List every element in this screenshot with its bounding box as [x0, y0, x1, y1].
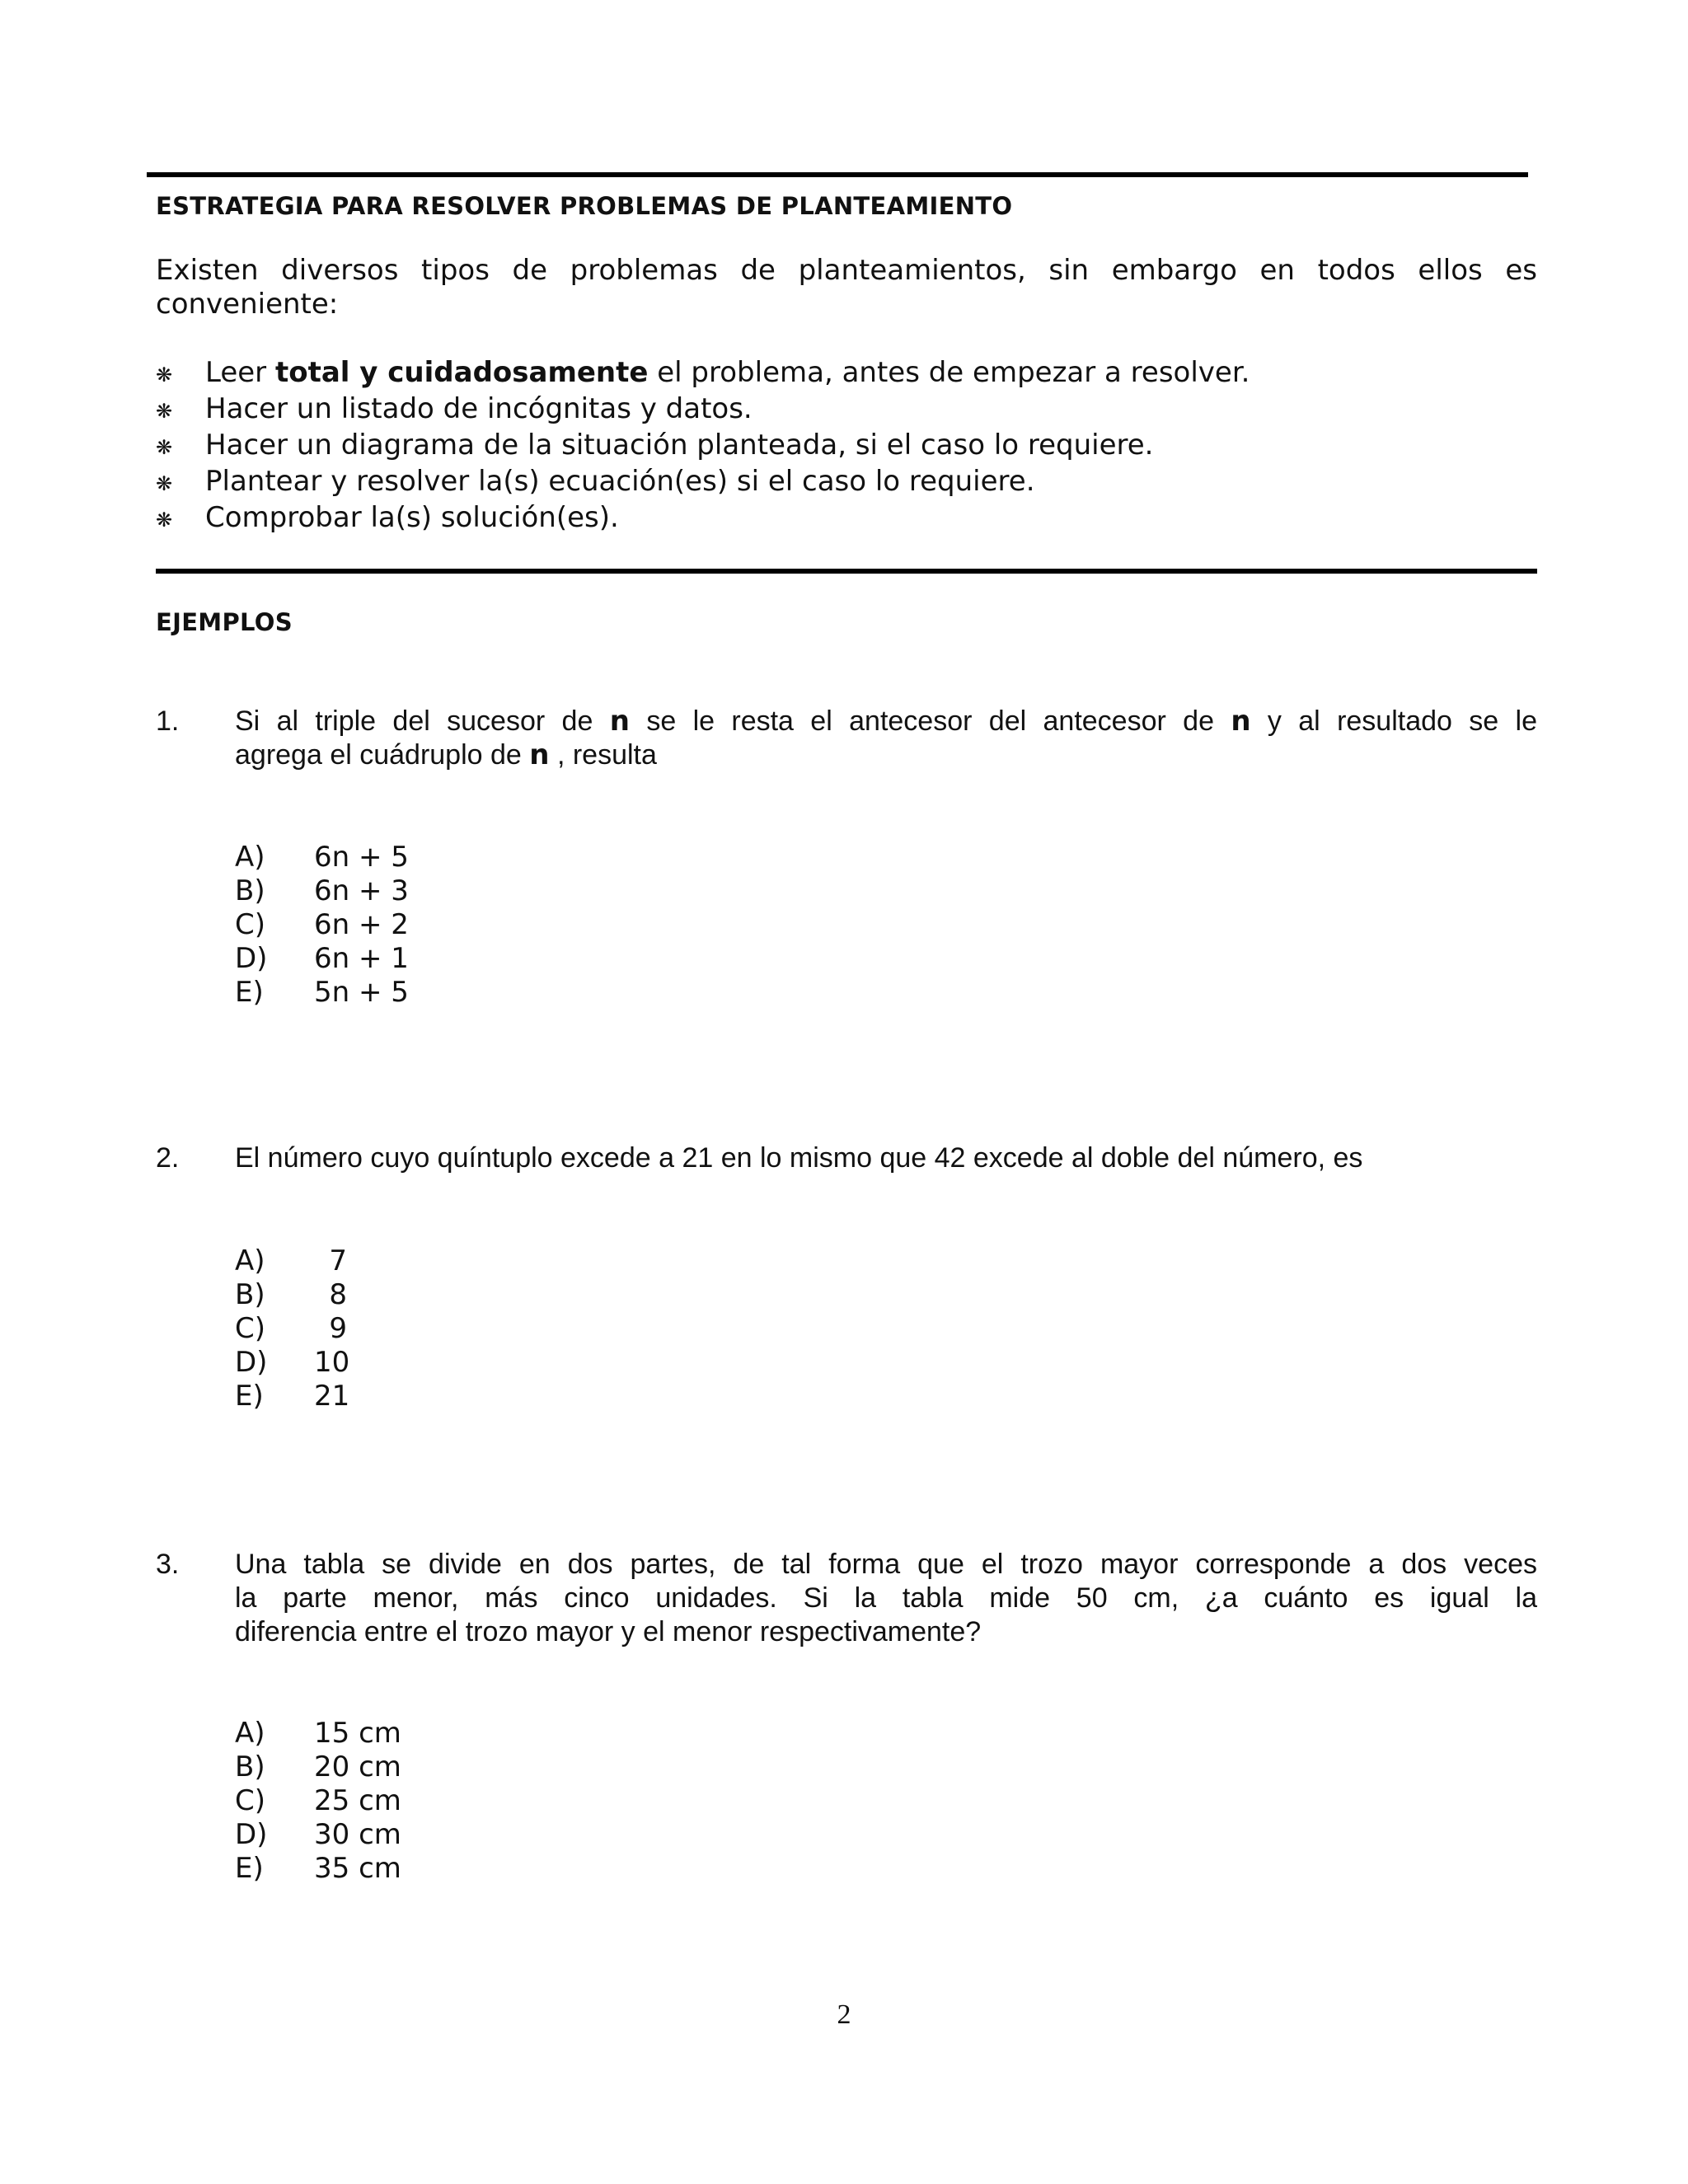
- bullet-text: Hacer un diagrama de la situación planteada, si el caso lo requiere.: [205, 429, 1154, 462]
- question-text: [235, 705, 1537, 772]
- answer-option: D) 6n + 1: [235, 942, 409, 975]
- bullet-text: el problema, antes de empezar a resolver.: [648, 356, 1250, 389]
- section-divider: [156, 569, 1537, 574]
- answer-option: E) 35 cm: [235, 1852, 401, 1885]
- intro-line-2: conveniente:: [156, 288, 339, 321]
- asterism-bullet-icon: ❋: [156, 363, 173, 387]
- bullet-text: Hacer un listado de incógnitas y datos.: [205, 392, 753, 425]
- question-line-3: diferencia entre el trozo mayor y el menor respectivamente?: [235, 1616, 982, 1647]
- variable-n: n: [609, 705, 630, 738]
- question-number: 1.: [156, 705, 180, 737]
- asterism-bullet-icon: ❋: [156, 509, 173, 532]
- answer-option: D) 30 cm: [235, 1818, 401, 1851]
- asterism-bullet-icon: ❋: [156, 436, 173, 459]
- bullet-text: Leer: [205, 356, 275, 389]
- bullet-emphasis: total y cuidadosamente: [274, 356, 649, 389]
- question-line-2: agrega el cuádruplo de n , resulta: [235, 738, 657, 771]
- page-number: 2: [837, 1999, 851, 2030]
- question-number: 2.: [156, 1142, 180, 1174]
- answer-options: [235, 1717, 401, 1886]
- variable-n: n: [1231, 705, 1251, 738]
- strategy-bullet-list: [156, 356, 1250, 537]
- answer-option: E) 5n + 5: [235, 976, 409, 1009]
- answer-options: [235, 841, 409, 1010]
- asterism-bullet-icon: ❋: [156, 400, 173, 423]
- answer-options: [235, 1244, 350, 1413]
- question-line-1: Una tabla se divide en dos partes, de tal forma que el trozo mayor corresponde a dos veces: [235, 1549, 1537, 1580]
- bullet-text: Comprobar la(s) solución(es).: [205, 501, 619, 534]
- examples-title: EJEMPLOS: [156, 608, 293, 636]
- question-line-1: Si al triple del sucesor de n se le resta el antecesor del antecesor de n y al resultado se le: [235, 705, 1538, 738]
- answer-option: D) 10: [235, 1346, 350, 1379]
- list-item: [156, 356, 1250, 392]
- question-text: [235, 1548, 1537, 1649]
- top-divider: [147, 172, 1528, 177]
- answer-option: C) 6n + 2: [235, 908, 409, 941]
- answer-option: B) 6n + 3: [235, 874, 409, 907]
- question-line-2: la parte menor, más cinco unidades. Si la tabla mide 50 cm, ¿a cuánto es igual la: [235, 1582, 1537, 1614]
- answer-option: B) 8: [235, 1278, 347, 1311]
- list-item: [156, 429, 1250, 465]
- list-item: [156, 465, 1250, 501]
- intro-paragraph: [156, 254, 1537, 321]
- question-text: El número cuyo quíntuplo excede a 21 en lo mismo que 42 excede al doble del número, es: [235, 1142, 1363, 1174]
- list-item: [156, 392, 1250, 429]
- strategy-title: ESTRATEGIA PARA RESOLVER PROBLEMAS DE PLANTEAMIENTO: [156, 192, 1013, 220]
- answer-option: C) 25 cm: [235, 1784, 401, 1817]
- question-number: 3.: [156, 1549, 180, 1580]
- intro-line-1: Existen diversos tipos de problemas de planteamientos, sin embargo en todos ellos es: [156, 254, 1537, 287]
- answer-option: B) 20 cm: [235, 1750, 401, 1783]
- answer-option: E) 21: [235, 1380, 350, 1413]
- list-item: [156, 501, 1250, 537]
- variable-n: n: [529, 738, 550, 771]
- answer-option: A) 15 cm: [235, 1717, 401, 1750]
- answer-option: C) 9: [235, 1312, 347, 1345]
- answer-option: A) 7: [235, 1244, 347, 1277]
- answer-option: A) 6n + 5: [235, 841, 409, 874]
- bullet-text: Plantear y resolver la(s) ecuación(es) si el caso lo requiere.: [205, 465, 1035, 498]
- asterism-bullet-icon: ❋: [156, 472, 173, 495]
